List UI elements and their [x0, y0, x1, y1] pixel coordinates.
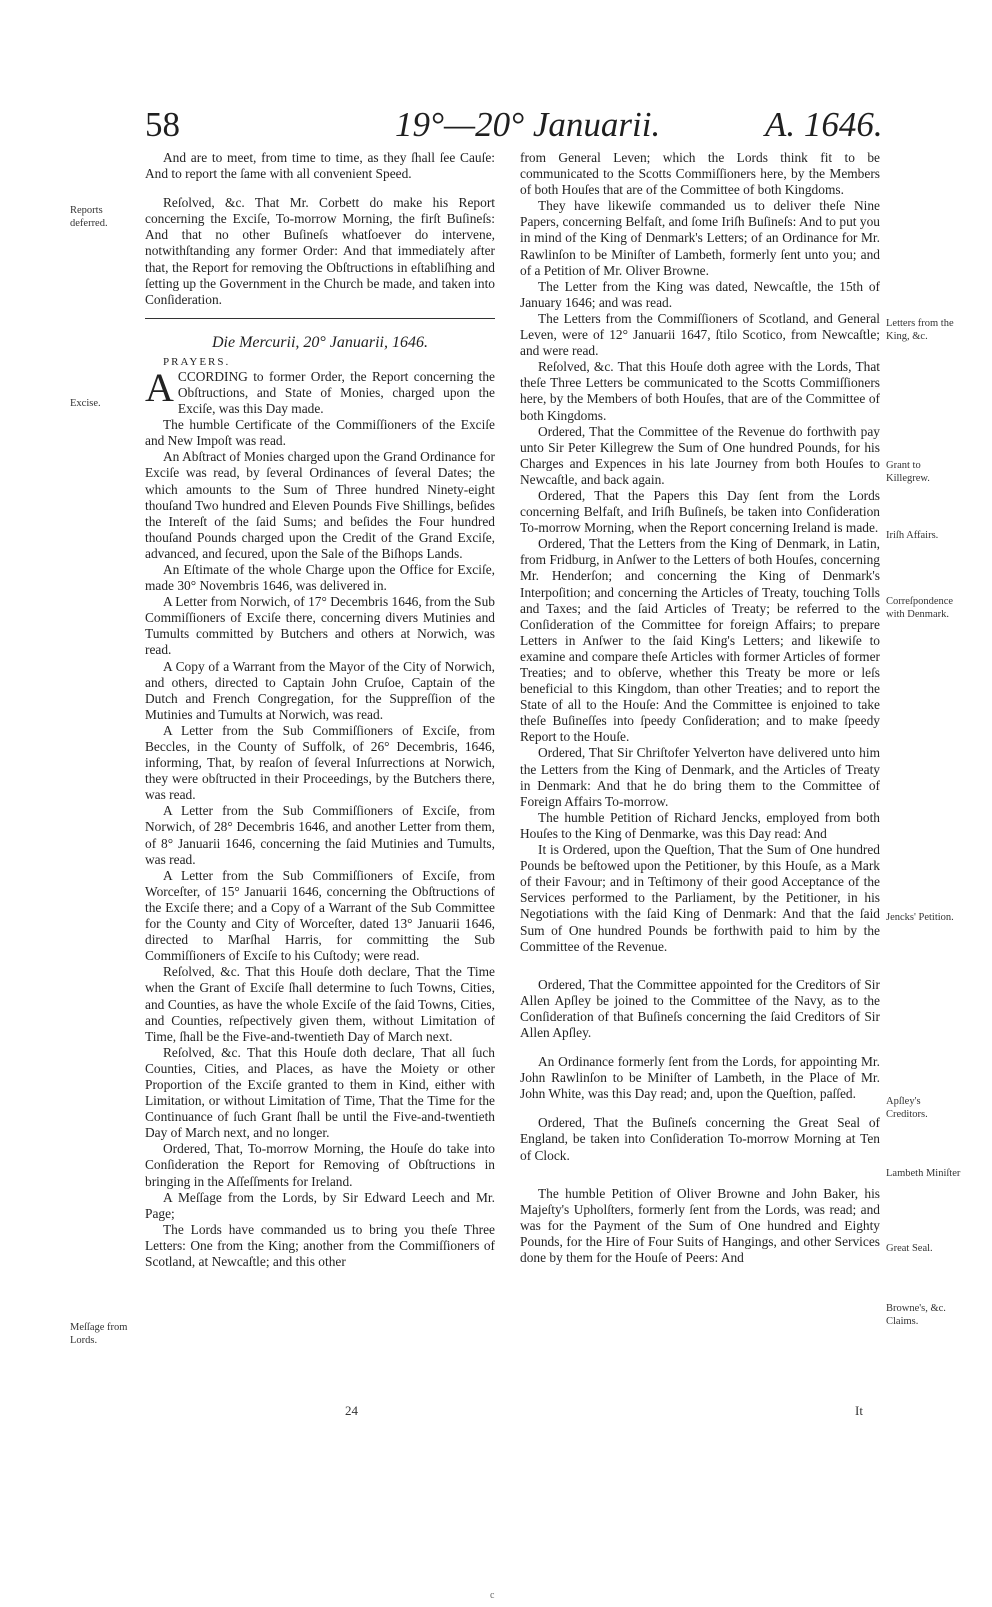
margin-note-correspondence-denmark: Correſpondence with Denmark.: [886, 596, 954, 620]
right-paragraph-9: Ordered, That Sir Chriſtofer Yelverton have delivered unto him the Letters from the King of Denmark, and the Articles of Treaty in Denmark: And that he do bring them to the Committee of Foreign Affairs To-morrow.: [520, 745, 880, 809]
catchword: It: [855, 1403, 863, 1418]
left-paragraph-8: A Copy of a Warrant from the Mayor of the City of Norwich, and others, directed to Captain John Cruſoe, Captain of the Dutch and French Congregation, for the Suppreſſion of the Mutinies and Tumults at Norwich, was read.: [145, 658, 495, 722]
stamp-mark: c: [490, 1590, 495, 1601]
right-paragraph-10: The humble Petition of Richard Jencks, employed from both Houſes to the King of Denmarke, was this Day read: And: [520, 809, 880, 841]
right-paragraph-3: The Letter from the King was dated, Newcaſtle, the 15th of January 1646; and was read.: [520, 278, 880, 310]
section-divider: [145, 318, 495, 319]
left-paragraph-1: And are to meet, from time to time, as they ſhall ſee Cauſe: And to report the ſame with all convenient Speed.: [145, 150, 495, 182]
right-paragraph-13: An Ordinance formerly ſent from the Lords, for appointing Mr. John Rawlinſon to be Miniſter of Lambeth, in the Place of Mr. John White, was this Day read; and, upon the Queſtion, paſſed.: [520, 1054, 880, 1102]
left-paragraph-3: [145, 364, 495, 417]
left-paragraph-15: A Meſſage from the Lords, by Sir Edward Leech and Mr. Page;: [145, 1189, 495, 1221]
left-paragraph-6: An Eſtimate of the whole Charge upon the Office for Exciſe, made 30° Novembris 1646, was delivered in.: [145, 561, 495, 594]
margin-note-irish-affairs: Iriſh Affairs.: [886, 530, 939, 541]
right-paragraph-14: Ordered, That the Buſineſs concerning the Great Seal of England, be taken into Conſideration To-morrow Morning at Ten of Clock.: [520, 1115, 880, 1163]
left-paragraph-5: An Abſtract of Monies charged upon the Grand Ordinance for Exciſe was read, by ſeveral Ordinances of ſeveral Dates; the which amounts to the Sum of Three hundred Ninety-eight thouſand Two hundred and Eleven Pounds Five Shillings, beſides the Intereſt of the ſaid Sums; and beſides the Four hundred thouſand Pounds charged upon the Credit of the Grand Exciſe, advanced, and ſecured, upon the Sale of the Biſhops Lands.: [145, 449, 495, 561]
right-paragraph-6: Ordered, That the Committee of the Revenue do forthwith pay unto Sir Peter Killegrew the Sum of One hundred Pounds, for his Charges and Expences in his late Journey from both Houſes to Newcaſtle, and back again.: [520, 423, 880, 487]
left-paragraph-11: A Letter from the Sub Commiſſioners of Exciſe, from Worceſter, of 15° Januarii 1646, concerning the Obſtructions of the Exciſe there; and a Copy of a Warrant of the Sub Committee for the County and City of Worceſter, dated 13° Januarii 1646, directed to Marſhal Harris, for committing the Sub Commiſſioners of Exciſe to his Cuſtody; were read.: [145, 867, 495, 964]
day-heading: Die Mercurii, 20° Januarii, 1646.: [212, 333, 428, 351]
page-year: A. 1646.: [765, 105, 883, 144]
margin-note-grant-killegrew: Grant to Killegrew.: [886, 460, 930, 484]
signature-mark: 24: [345, 1403, 358, 1418]
margin-note-jencks-petition: Jencks' Petition.: [886, 912, 954, 923]
left-paragraph-10: A Letter from the Sub Commiſſioners of Exciſe, from Norwich, of 28° Decembris 1646, and another Letter from them, of 8° Januarii 1646, concerning the ſaid Mutinies and Tumults, was read.: [145, 803, 495, 867]
margin-note-excise: Excise.: [70, 398, 101, 409]
right-paragraph-5: Reſolved, &c. That this Houſe doth agree with the Lords, That theſe Three Letters be communicated to the Scotts Commiſſioners here, by the Members of both Houſes, that are of the Committee of both Kingdoms.: [520, 359, 880, 423]
right-paragraph-11: It is Ordered, upon the Queſtion, That the Sum of One hundred Pounds be beſtowed upon the Petitioner, by this Houſe, as a Mark of their Favour; and in Teſtimony of their good Acceptance of the Services performed to the Parliament, by the Petitioner, in his Negotiations with the ſaid King of Denmark: And that the ſaid Sum of One hundred Pounds be forthwith paid to him by the Committee of the Revenue.: [520, 842, 880, 954]
drop-capital: A: [145, 364, 174, 410]
prayers-label: PRAYERS.: [163, 355, 231, 368]
left-paragraph-3-text: CCORDING to former Order, the Report concerning the Obſtructions, and State of Monies, charged upon the Exciſe, was this Day made.: [177, 368, 495, 417]
right-paragraph-12: Ordered, That the Committee appointed for the Creditors of Sir Allen Apſley be joined to the Committee of the Navy, as to the Conſideration of that Buſineſs concerning the ſaid Creditors of Sir Allen Apſley.: [520, 976, 880, 1040]
right-paragraph-1: from General Leven; which the Lords think fit to be communicated to the Scotts Commiſſioners here, by the Members of both Houſes that are of the Committee of both Kingdoms.: [520, 150, 880, 198]
margin-note-browne-claims: Browne's, &c. Claims.: [886, 1303, 946, 1327]
left-paragraph-4: The humble Certificate of the Commiſſioners of the Exciſe and New Impoſt was read.: [145, 417, 495, 449]
margin-note-great-seal: Great Seal.: [886, 1243, 933, 1254]
right-paragraph-4: The Letters from the Commiſſioners of Scotland, and General Leven, were of 12° Januarii 1647, ſtilo Scotico, from Newcaſtle; and were read.: [520, 310, 880, 359]
margin-note-message-lords: Meſſage from Lords.: [70, 1322, 128, 1346]
right-column: [520, 150, 880, 1266]
margin-note-letters-king: Letters from the King, &c.: [886, 318, 954, 342]
margin-note-lambeth-minister: Lambeth Miniſter: [886, 1168, 961, 1179]
margin-note-apsley-creditors: Apſley's Creditors.: [886, 1096, 928, 1120]
right-paragraph-8: Ordered, That the Letters from the King of Denmark, in Latin, from Fridburg, in Anſwer to the Letters of both Houſes, concerning Mr. Henderſon; and concerning the King of Denmark's Interpoſition; and concerning the Articles of Treaty, touching Tolls and Taxes; and the ſaid Articles of Treaty; be referred to the Conſideration of the Committee for foreign Affairs; to prepare Letters in Anſwer to the ſaid King's Letters; and likewiſe to examine and compare theſe Articles with former Articles of former Treaties; and to obſerve, whether this Treaty be more or leſs beneficial to this Kingdom, than other Treaties; and to report the State of all to the Houſe: And the Committee is enjoined to take theſe Buſineſſes into ſpeedy Conſideration; and to make ſpeedy Report to the Houſe.: [520, 536, 880, 745]
left-paragraph-7: A Letter from Norwich, of 17° Decembris 1646, from the Sub Commiſſioners of Exciſe there, concerning divers Mutinies and Tumults committed by Butchers and others at Norwich, was read.: [145, 594, 495, 658]
right-paragraph-15: The humble Petition of Oliver Browne and John Baker, his Majeſty's Upholſters, formerly ſent from the Lords, was read; and was for the Payment of the Sum of One hundred and Eighty Pounds, for the Hire of Four Suits of Hangings, and other Services done by them for the Houſe of Peers: And: [520, 1185, 880, 1265]
page-number: 58: [145, 105, 180, 144]
left-paragraph-16: The Lords have commanded us to bring you theſe Three Letters: One from the King; another from the Commiſſioners of Scotland, at Newcaſtle; and this other: [145, 1221, 495, 1269]
right-paragraph-7: Ordered, That the Papers this Day ſent from the Lords concerning Belfaſt, and Iriſh Buſineſs, be taken into Conſideration To-morrow Morning, when the Report concerning Ireland is made.: [520, 487, 880, 536]
left-paragraph-12: Reſolved, &c. That this Houſe doth declare, That the Time when the Grant of Exciſe ſhall determine to ſuch Towns, Cities, and Counties, as have the whole Exciſe of the ſaid Towns, Cities, and Counties, reſpectively given them, without Limitation of Time, ſhall be the Five-and-twentieth Day of March next.: [145, 964, 495, 1044]
left-paragraph-2: Reſolved, &c. That Mr. Corbett do make his Report concerning the Exciſe, To-morrow Morning, the firſt Buſineſs: And that no other Buſineſs whatſoever do intervene, notwithſtanding any former Order: And that immediately after that, the Report for removing the Obſtructions in eſtabliſhing and ſetting up the Government in the Church be made, and taken into Conſideration.: [145, 195, 495, 307]
left-paragraph-14: Ordered, That, To-morrow Morning, the Houſe do take into Conſideration the Report for Removing of Obſtructions in bringing in the Aſſeſſments for Ireland.: [145, 1141, 495, 1189]
right-paragraph-2: They have likewiſe commanded us to deliver theſe Nine Papers, concerning Belfaſt, and ſome Iriſh Buſineſs: And to put you in mind of the King of Denmark's Letters; of an Ordinance for Mr. Rawlinſon to be Miniſter of Lambeth, formerly ſent unto you; and of a Petition of Mr. Oliver Browne.: [520, 198, 880, 278]
left-column: [145, 150, 495, 1270]
left-paragraph-9: A Letter from the Sub Commiſſioners of Exciſe, from Beccles, in the County of Suffolk, of 26° Decembris, 1646, informing, That, by reaſon of ſeveral Inſurrections at Norwich, they were obſtructed in their Proceedings, by the Butchers there, was read.: [145, 722, 495, 803]
margin-note-reports-deferred: Reports deferred.: [70, 205, 108, 229]
left-paragraph-13: Reſolved, &c. That this Houſe doth declare, That all ſuch Counties, Cities, and Places, as have the Moiety or other Proportion of the Exciſe granted to them in Kind, either with Limitation, or without Limitation of Time, That the Time for the Continuance of ſuch Grant ſhall be until the Five-and-twentieth Day of March next, and no longer.: [145, 1044, 495, 1141]
page-date-heading: 19°—20° Januarii.: [395, 105, 661, 144]
